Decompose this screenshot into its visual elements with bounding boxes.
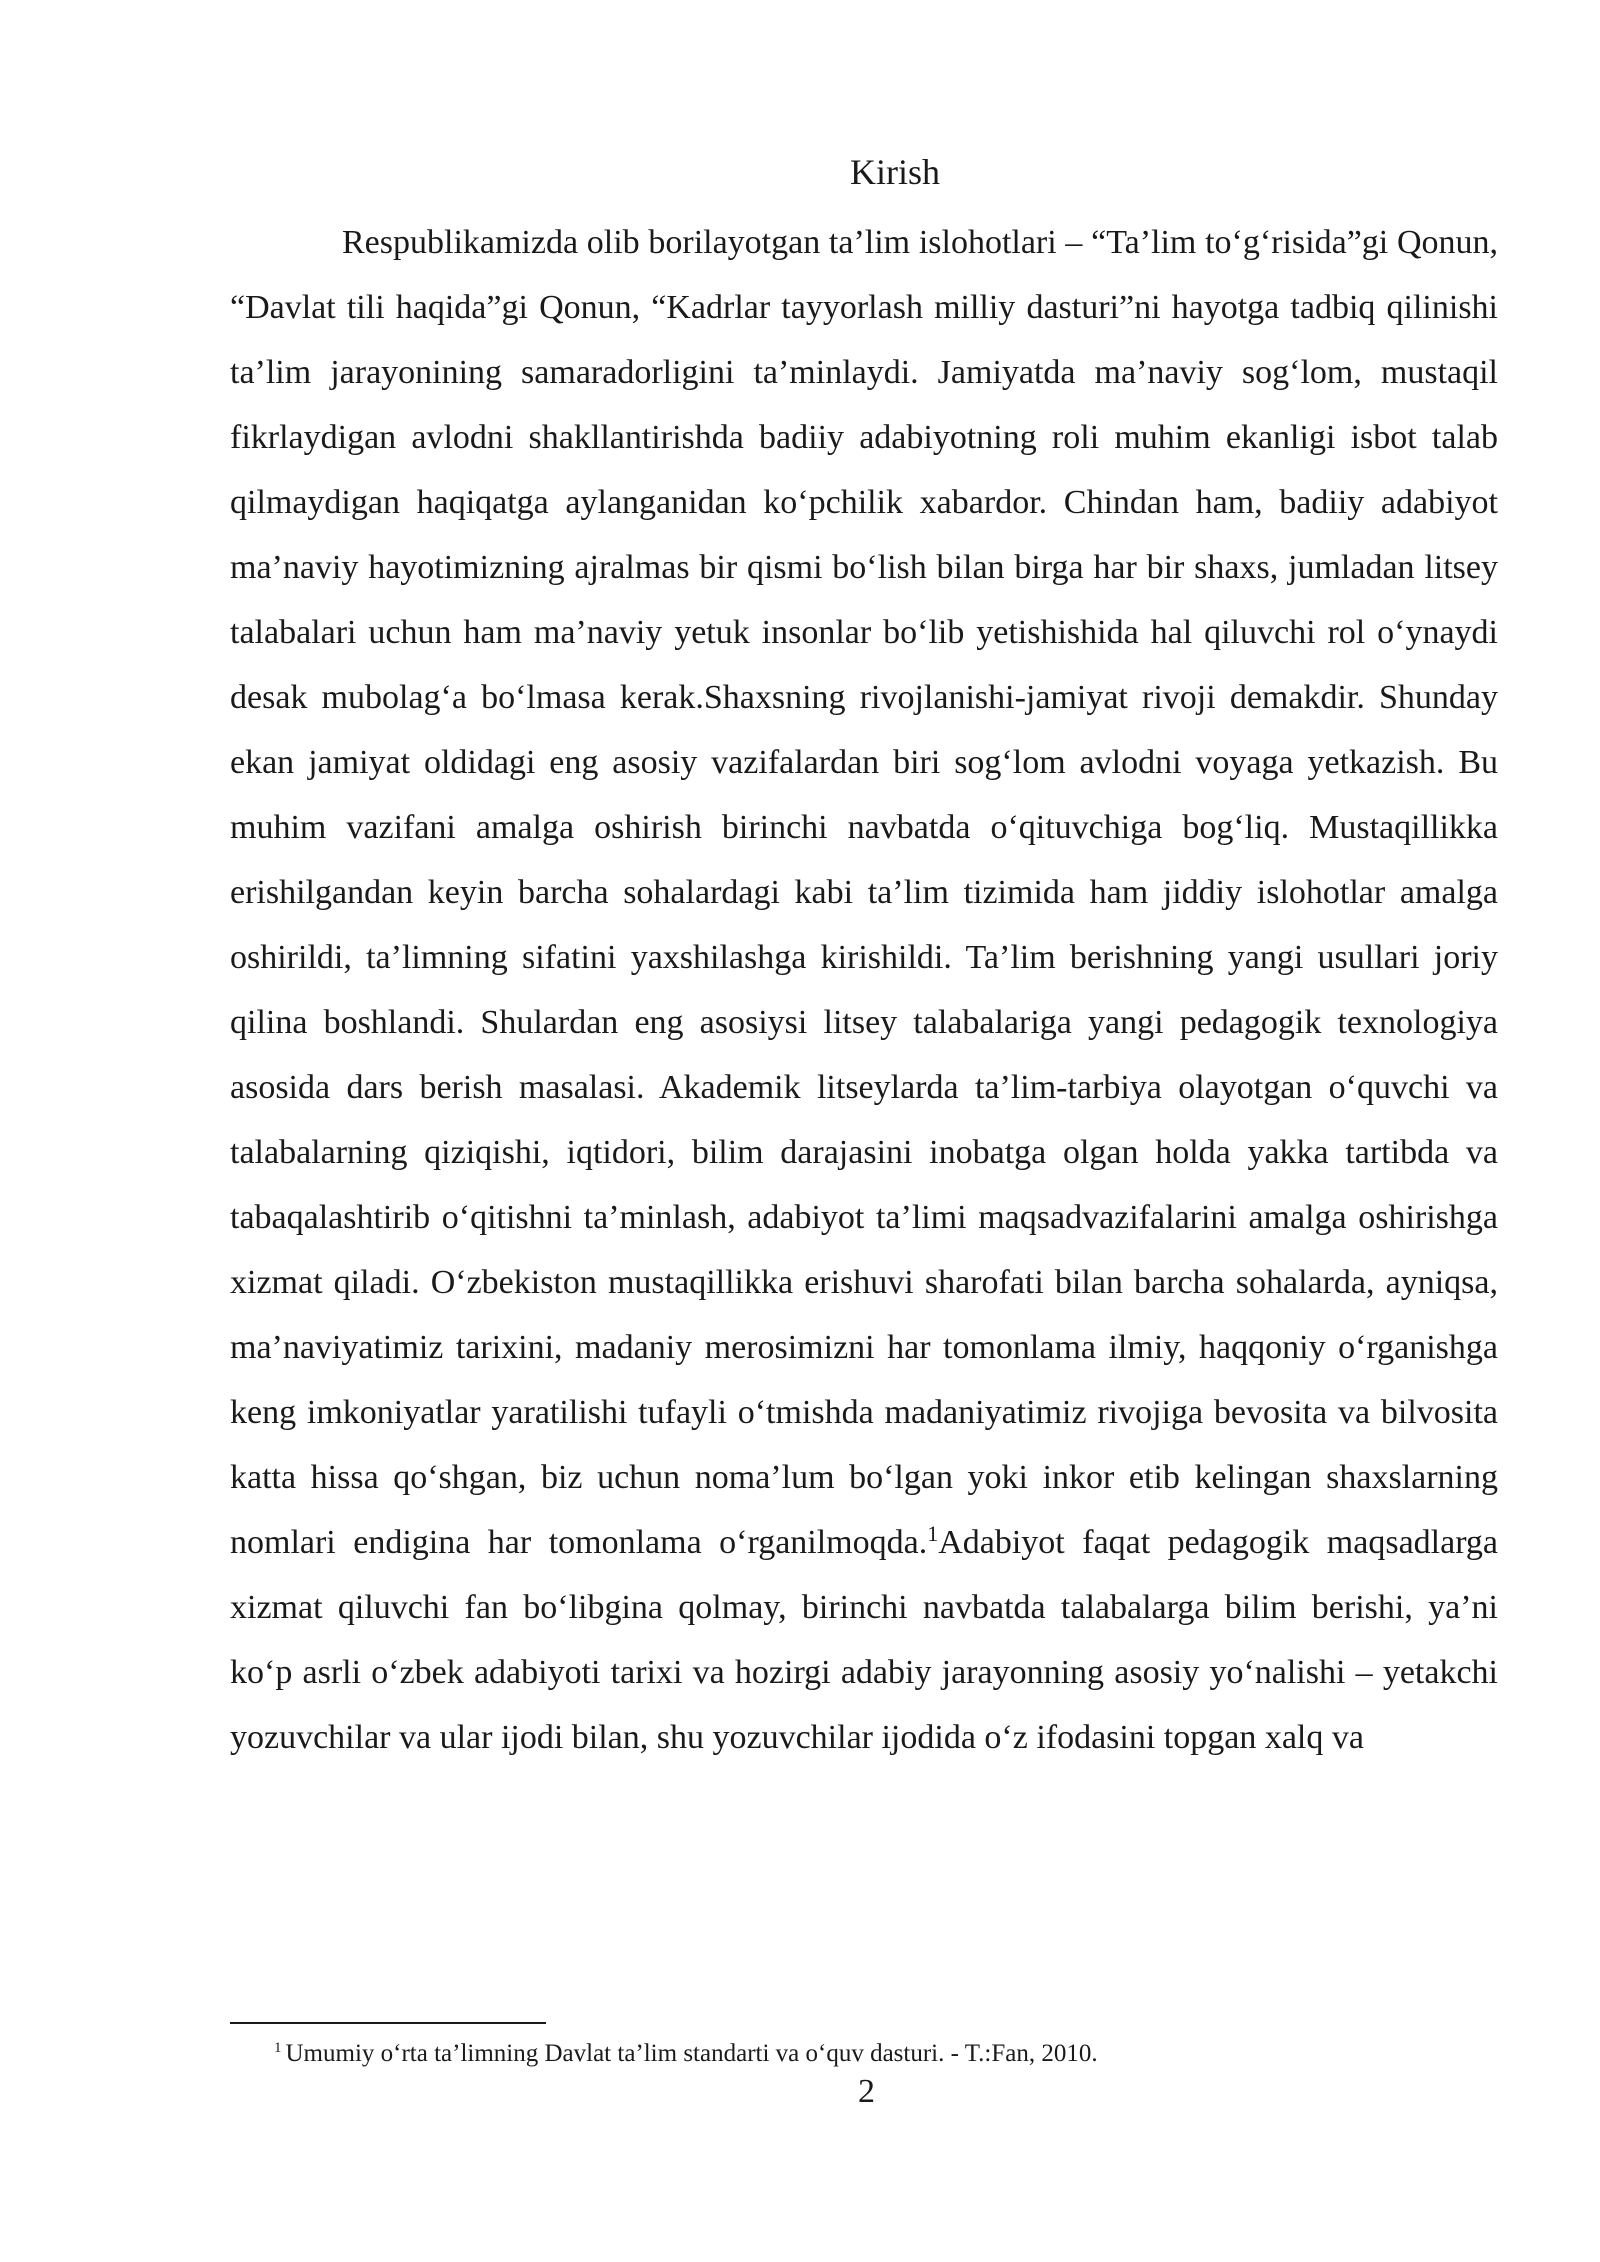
body-text-part-1: Respublikamizda olib borilayotgan ta’lim islohotlari – “Ta’lim to‘g‘risida”gi Qonun, “Davlat tili haqida”gi Qonun, “Kadrlar tayyorlash milliy dasturi”ni hayotga tadbiq qilinishi ta’lim jarayonining samaradorligini ta’minlaydi. Jamiyatda ma’naviy sog‘lom, mustaqil fikrlaydigan avlodni shakllantirishda badiiy adabiyotning roli muhim ekanligi isbot talab qilmaydigan haqiqatga aylanganidan ko‘pchilik xabardor. Chindan ham, badiiy adabiyot ma’naviy hayotimizning ajralmas bir qismi bo‘lish bilan birga har bir shaxs, jumladan litsey talabalari uchun ham ma’naviy yetuk insonlar bo‘lib yetishishida hal qiluvchi rol o‘ynaydi desak mubolag‘a bo‘lmasa kerak.Shaxsning rivojlanishi-jamiyat rivoji demakdir. Shunday ekan jamiyat oldidagi eng asosiy vazifalardan biri sog‘lom avlodni voyaga yetkazish. Bu muhim vazifani amalga oshirish birinchi navbatda o‘qituvchiga bog‘liq. Mustaqillikka erishilgandan keyin barcha sohalardagi kabi ta’lim tizimida ham jiddiy islohotlar amalga oshirildi, ta’limning sifatini yaxshilashga kirishildi. Ta’lim berishning yangi usullari joriy qilina boshlandi. Shulardan eng asosiysi litsey talabalariga yangi pedagogik texnologiya asosida dars berish masalasi. Akademik litseylarda ta’lim-tarbiya olayotgan o‘quvchi va talabalarning qiziqishi, iqtidori, bilim darajasini inobatga olgan holda yakka tartibda va tabaqalashtirib o‘qitishni ta’minlash, adabiyot ta’limi maqsadvazifalarini amalga oshirishga xizmat qiladi. O‘zbekiston mustaqillikka erishuvi sharofati bilan barcha sohalarda, ayniqsa, ma’naviyatimiz tarixini, madaniy merosimizni har tomonlama ilmiy, haqqoniy o‘rganishga keng imkoniyatlar yaratilishi tufayli o‘tmishda madaniyatimiz rivojiga bevosita va bilvosita katta hissa qo‘shgan, biz uchun noma’lum bo‘lgan yoki inkor etib kelingan shaxslarning nomlari endigina har tomonlama o‘rganilmoqda. [230, 224, 1498, 1561]
footnote [274, 2038, 1494, 2070]
footnote-separator [230, 2022, 546, 2024]
footnote-reference[interactable]: 1 [927, 1521, 939, 1546]
page-number: 2 [858, 2073, 875, 2110]
footnote-mark: 1 [274, 2040, 282, 2056]
body-paragraph [230, 210, 1498, 1770]
body-text-part-2: Adabiyot faqat pedagogik maqsadlarga xizmat qiluvchi fan bo‘libgina qolmay, birinchi navbatda talabalarga bilim berishi, ya’ni ko‘p asrli o‘zbek adabiyoti tarixi va hozirgi adabiy jarayonning asosiy yo‘nalishi – yetakchi yozuvchilar va ular ijodi bilan, shu yozuvchilar ijodida o‘z ifodasini topgan xalq va [230, 1524, 1498, 1756]
page-title: Kirish [850, 152, 940, 192]
footnote-text: Umumiy o‘rta ta’limning Davlat ta’lim standarti va o‘quv dasturi. - T.:Fan, 2010. [285, 2040, 1098, 2067]
body-text [230, 210, 1498, 1770]
